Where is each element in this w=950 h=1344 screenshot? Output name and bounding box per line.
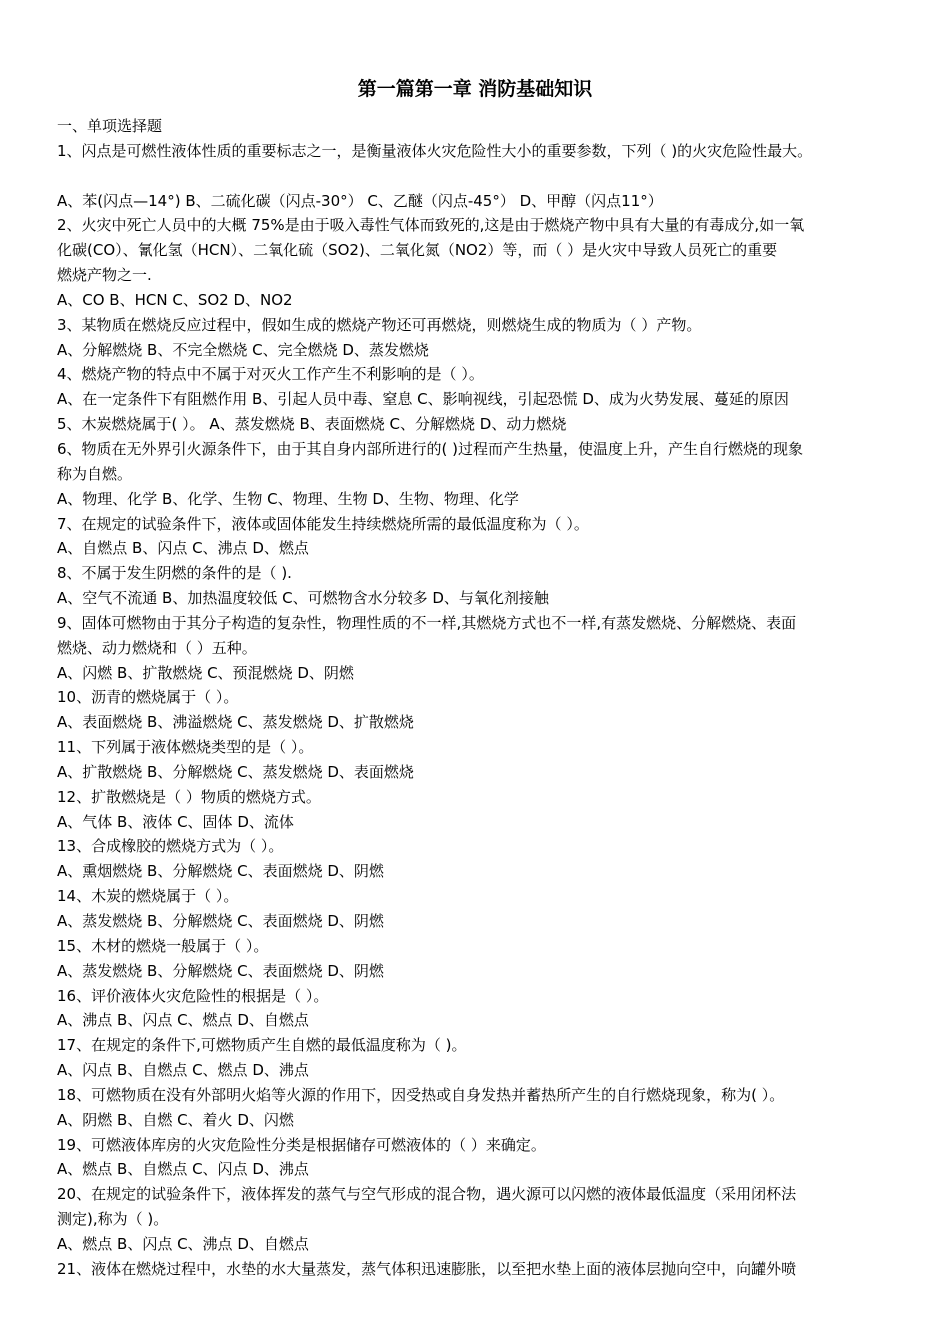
text-line: A、分解燃烧 B、不完全燃烧 C、完全燃烧 D、蒸发燃烧 bbox=[57, 340, 429, 359]
text-line: 12、扩散燃烧是（ ）物质的燃烧方式。 bbox=[57, 787, 321, 806]
text-line: A、苯(闪点—14°) B、二硫化碳（闪点-30°） C、乙醚（闪点-45°） D、甲醇（闪点11°） bbox=[57, 191, 663, 210]
text-line: A、闪燃 B、扩散燃烧 C、预混燃烧 D、阴燃 bbox=[57, 663, 354, 682]
text-line: A、扩散燃烧 B、分解燃烧 C、蒸发燃烧 D、表面燃烧 bbox=[57, 762, 414, 781]
text-line: A、沸点 B、闪点 C、燃点 D、自燃点 bbox=[57, 1011, 309, 1030]
text-line: 6、物质在无外界引火源条件下，由于其自身内部所进行的( )过程而产生热量，使温度上升，产生自行燃烧的现象 bbox=[57, 439, 804, 458]
text-line: 1、闪点是可燃性液体性质的重要标志之一，是衡量液体火灾危险性大小的重要参数，下列（ )的火灾危险性最大。 bbox=[57, 141, 813, 160]
text-line: A、熏烟燃烧 B、分解燃烧 C、表面燃烧 D、阴燃 bbox=[57, 862, 384, 881]
page-title: 第一篇第一章 消防基础知识 bbox=[357, 78, 593, 100]
document-body bbox=[57, 114, 899, 1282]
text-line: 9、固体可燃物由于其分子构造的复杂性，物理性质的不一样,其燃烧方式也不一样,有蒸发燃烧、分解燃烧、表面 bbox=[57, 613, 797, 632]
text-line: 一、单项选择题 bbox=[57, 117, 163, 135]
text-line: A、空气不流通 B、加热温度较低 C、可燃物含水分较多 D、与氧化剂接触 bbox=[57, 589, 549, 608]
text-line: 7、在规定的试验条件下，液体或固体能发生持续燃烧所需的最低温度称为（ ）。 bbox=[57, 514, 589, 533]
text-line: 13、合成橡胶的燃烧方式为（ ）。 bbox=[57, 837, 284, 856]
text-line: 燃烧产物之一. bbox=[57, 266, 152, 285]
text-line: 19、可燃液体库房的火灾危险性分类是根据储存可燃液体的（ ）来确定。 bbox=[57, 1135, 546, 1154]
text-line: A、在一定条件下有阻燃作用 B、引起人员中毒、窒息 C、影响视线，引起恐慌 D、成为火势发展、蔓延的原因 bbox=[57, 390, 789, 409]
text-line: A、闪点 B、自燃点 C、燃点 D、沸点 bbox=[57, 1061, 309, 1080]
text-line: 化碳(CO）、氰化氢（HCN）、二氧化硫（SO2)、二氧化氮（NO2）等，而（ ）是火灾中导致人员死亡的重要 bbox=[57, 241, 778, 260]
text-line: 18、可燃物质在没有外部明火焰等火源的作用下，因受热或自身发热并蓄热所产生的自行燃烧现象，称为( ）。 bbox=[57, 1085, 785, 1104]
text-line: A、蒸发燃烧 B、分解燃烧 C、表面燃烧 D、阴燃 bbox=[57, 912, 384, 930]
text-line: 17、在规定的条件下,可燃物质产生自燃的最低温度称为（ )。 bbox=[57, 1036, 467, 1055]
text-line: 燃烧、动力燃烧和（ ）五种。 bbox=[57, 638, 257, 657]
text-line: A、CO B、HCN C、SO2 D、NO2 bbox=[57, 290, 293, 309]
text-line: 16、评价液体火灾危险性的根据是（ ）。 bbox=[57, 986, 329, 1005]
text-line: 称为自燃。 bbox=[57, 464, 133, 483]
text-line: A、阴燃 B、自燃 C、着火 D、闪燃 bbox=[57, 1110, 294, 1129]
text-line: 10、沥青的燃烧属于（ ）。 bbox=[57, 688, 239, 707]
text-line: 15、木材的燃烧一般属于（ ）。 bbox=[57, 936, 269, 955]
text-line: 测定),称为（ )。 bbox=[57, 1210, 169, 1229]
text-line: 4、燃烧产物的特点中不属于对灭火工作产生不利影响的是（ ）。 bbox=[57, 365, 484, 384]
text-line: A、燃点 B、自燃点 C、闪点 D、沸点 bbox=[57, 1160, 309, 1179]
text-line: A、自燃点 B、闪点 C、沸点 D、燃点 bbox=[57, 539, 309, 558]
text-line: A、燃点 B、闪点 C、沸点 D、自燃点 bbox=[57, 1234, 309, 1253]
text-line: 20、在规定的试验条件下，液体挥发的蒸气与空气形成的混合物，遇火源可以闪燃的液体最低温度（采用闭杯法 bbox=[57, 1185, 797, 1204]
text-line: 14、木炭的燃烧属于（ ）。 bbox=[57, 887, 239, 906]
text-line: 3、某物质在燃烧反应过程中，假如生成的燃烧产物还可再燃烧，则燃烧生成的物质为（ ）产物。 bbox=[57, 315, 702, 334]
text-line: 2、火灾中死亡人员中的大概 75%是由于吸入毒性气体而致死的,这是由于燃烧产物中具有大量的有毒成分,如一氧 bbox=[57, 216, 805, 235]
text-line: A、气体 B、液体 C、固体 D、流体 bbox=[57, 812, 294, 831]
text-line: 8、不属于发生阴燃的条件的是（ ). bbox=[57, 564, 292, 583]
text-line: 11、下列属于液体燃烧类型的是（ ）。 bbox=[57, 738, 314, 757]
text-line: A、表面燃烧 B、沸溢燃烧 C、蒸发燃烧 D、扩散燃烧 bbox=[57, 713, 414, 732]
text-line: 21、液体在燃烧过程中，水垫的水大量蒸发，蒸气体积迅速膨胀，以至把水垫上面的液体层抛向空中，向罐外喷 bbox=[57, 1259, 797, 1278]
text-line: A、物理、化学 B、化学、生物 C、物理、生物 D、生物、物理、化学 bbox=[57, 489, 519, 508]
text-line: 5、木炭燃烧属于( ）。 A、蒸发燃烧 B、表面燃烧 C、分解燃烧 D、动力燃烧 bbox=[57, 415, 567, 434]
text-line bbox=[57, 164, 899, 189]
text-line: A、蒸发燃烧 B、分解燃烧 C、表面燃烧 D、阴燃 bbox=[57, 961, 384, 980]
